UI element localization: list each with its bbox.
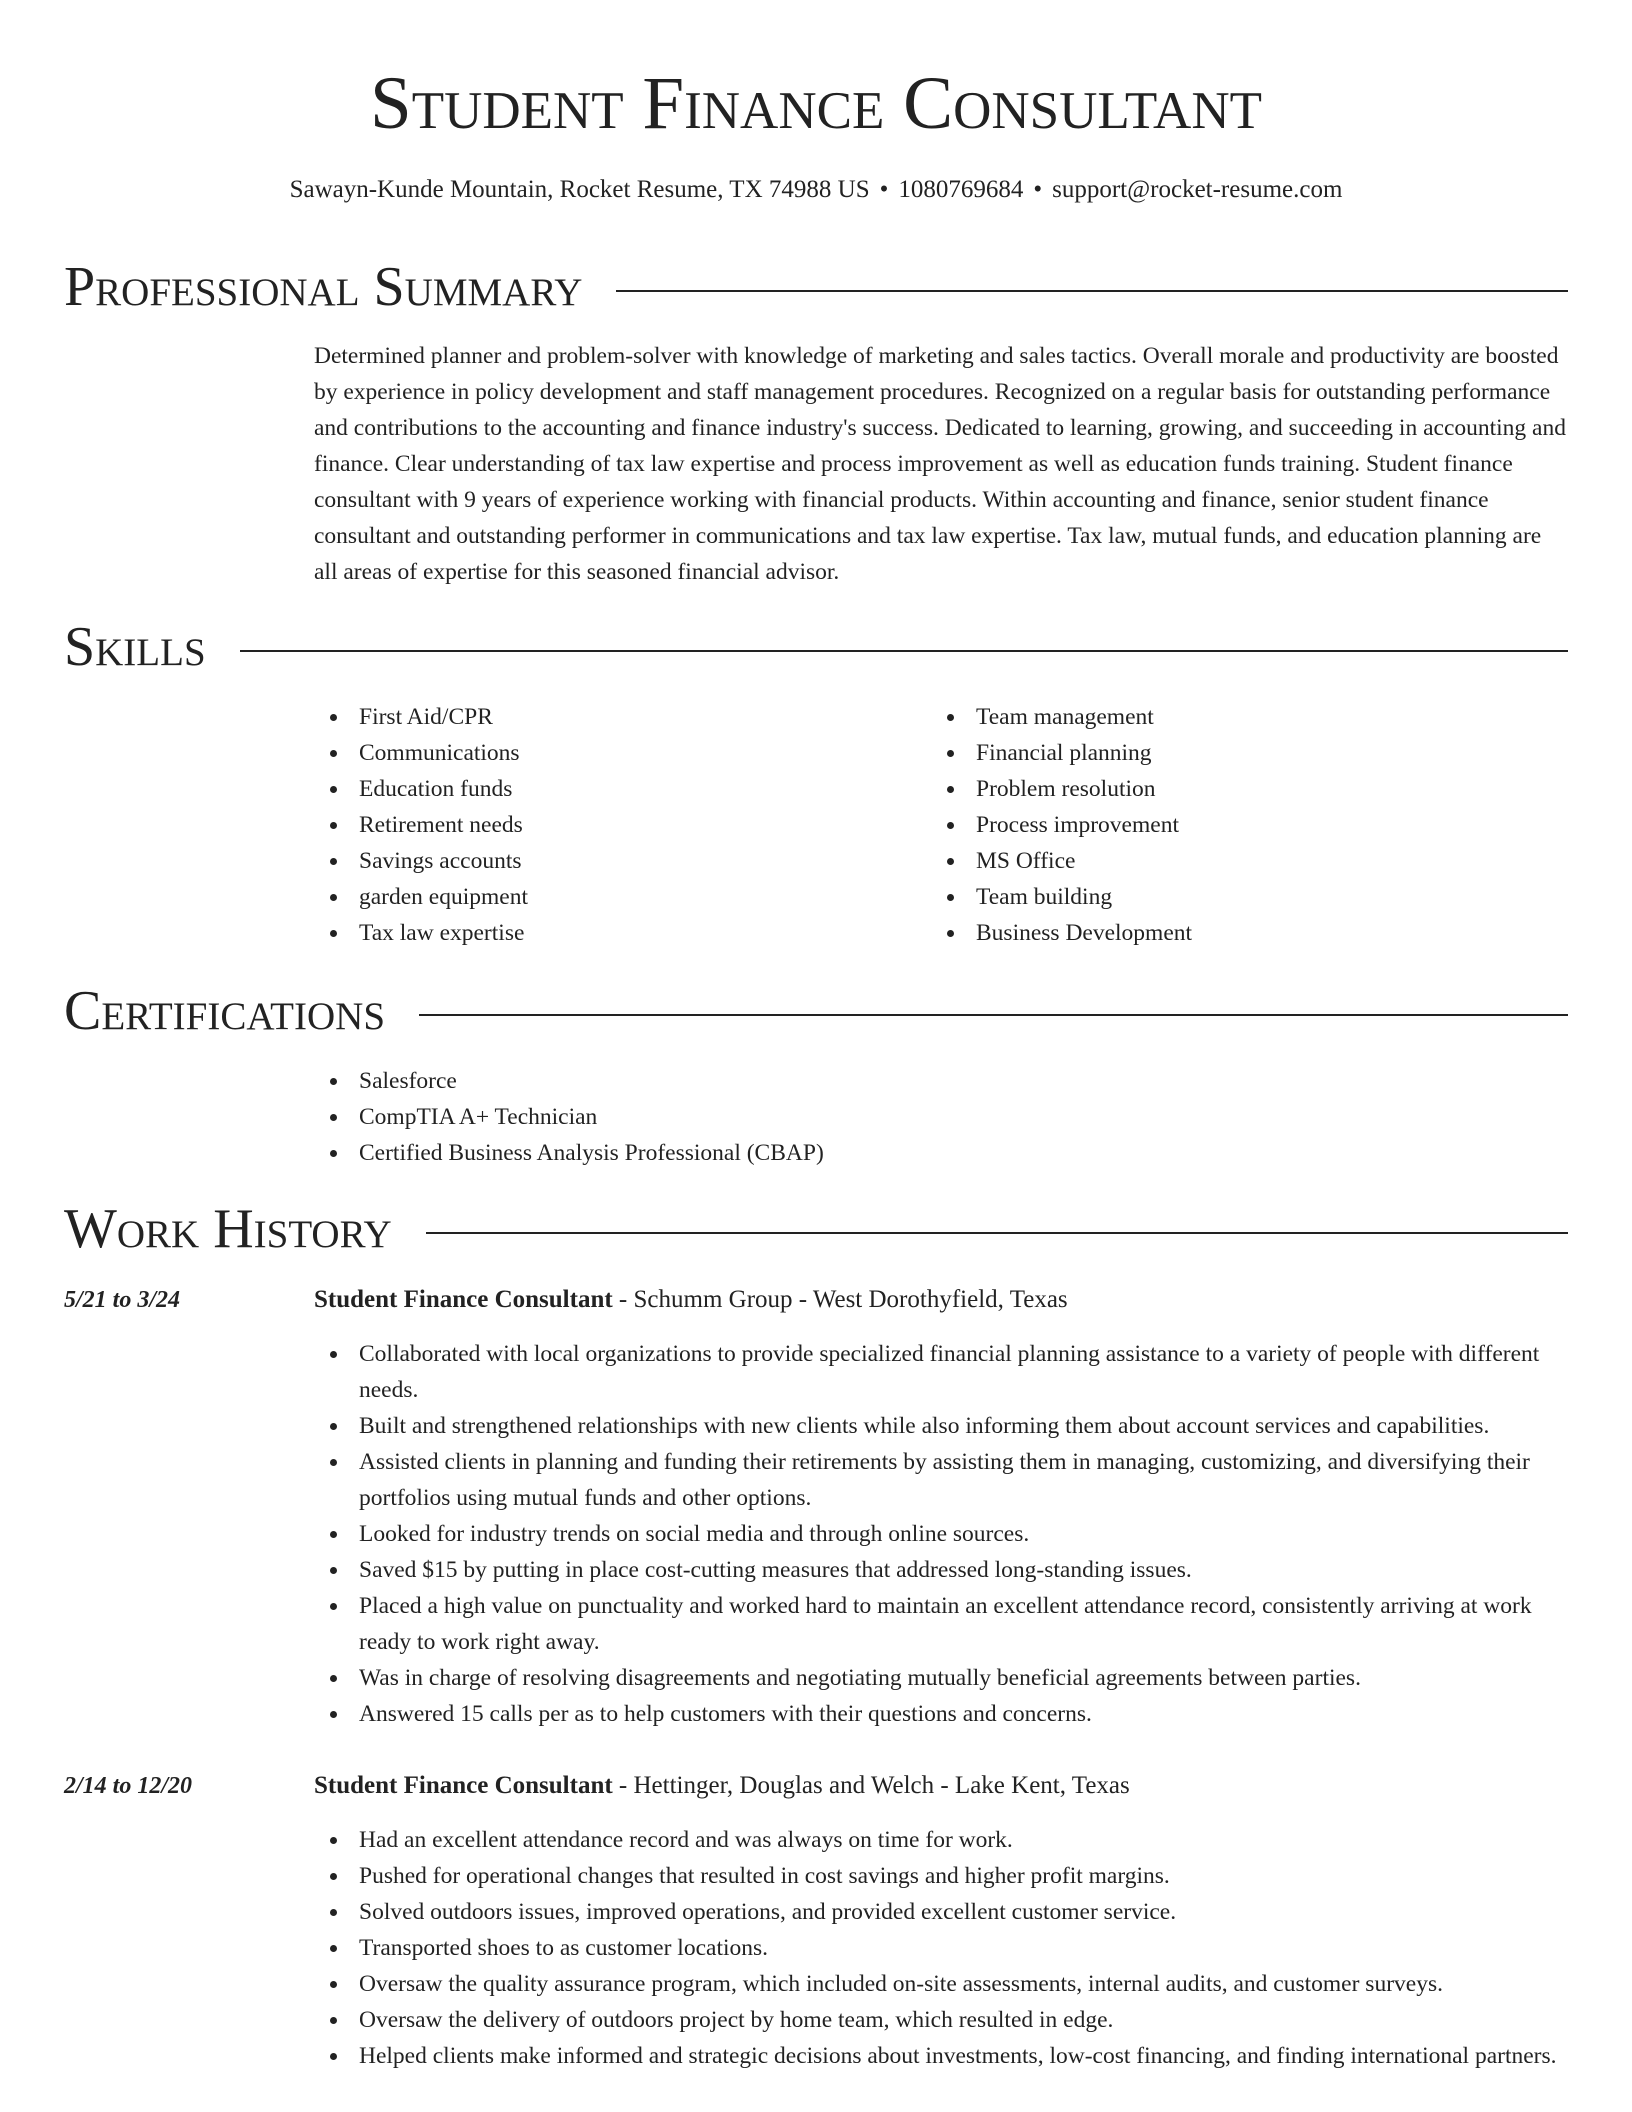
- work-history-heading: Work History: [64, 1198, 392, 1260]
- skill-item: Savings accounts: [314, 843, 874, 879]
- certifications-list: [314, 1063, 1214, 1171]
- job-responsibilities: [314, 1822, 1568, 2074]
- job-employer-location: - Hettinger, Douglas and Welch - Lake Kent, Texas: [612, 1772, 1130, 1799]
- skill-item: Process improvement: [931, 807, 1491, 843]
- contact-address: Sawayn-Kunde Mountain, Rocket Resume, TX 74988 US: [289, 176, 870, 203]
- certifications-section-header: [64, 978, 1568, 1044]
- job-title-line: [314, 1768, 1568, 1804]
- skill-item: Business Development: [931, 915, 1491, 951]
- job-bullet: Helped clients make informed and strategic decisions about investments, low-cost financing, and finding international partners.: [314, 2038, 1568, 2074]
- skill-item: Team building: [931, 879, 1491, 915]
- skills-list-right: [931, 699, 1491, 951]
- job-bullet: Saved $15 by putting in place cost-cutting measures that addressed long-standing issues.: [314, 1552, 1568, 1588]
- job-responsibilities: [314, 1336, 1568, 1732]
- job-bullet: Transported shoes to as customer locations.: [314, 1930, 1568, 1966]
- certifications-heading: Certifications: [64, 980, 386, 1042]
- job-employer-location: - Schumm Group - West Dorothyfield, Texas: [612, 1286, 1068, 1313]
- job-bullet: Answered 15 calls per as to help customers with their questions and concerns.: [314, 1696, 1568, 1732]
- contact-separator: •: [879, 176, 889, 203]
- skills-heading: Skills: [64, 616, 206, 678]
- job-bullet: Pushed for operational changes that resulted in cost savings and higher profit margins.: [314, 1858, 1568, 1894]
- work-history-section-header: [64, 1196, 1568, 1262]
- summary-section-header: [64, 254, 1568, 320]
- contact-phone: 1080769684: [898, 176, 1024, 203]
- certification-item: CompTIA A+ Technician: [314, 1099, 1214, 1135]
- job-bullet: Solved outdoors issues, improved operations, and provided excellent customer service.: [314, 1894, 1568, 1930]
- skill-item: First Aid/CPR: [314, 699, 874, 735]
- section-divider: [240, 650, 1568, 652]
- job-bullet: Had an excellent attendance record and was always on time for work.: [314, 1822, 1568, 1858]
- skill-item: Education funds: [314, 771, 874, 807]
- certification-item: Salesforce: [314, 1063, 1214, 1099]
- skill-item: Tax law expertise: [314, 915, 874, 951]
- contact-line: [0, 172, 1632, 208]
- certification-item: Certified Business Analysis Professional (CBAP): [314, 1135, 1214, 1171]
- job-bullet: Assisted clients in planning and funding their retirements by assisting them in managing, customizing, and diversifying their portfolios using mutual funds and other options.: [314, 1444, 1568, 1516]
- contact-email: support@rocket-resume.com: [1052, 176, 1343, 203]
- skill-item: Team management: [931, 699, 1491, 735]
- skill-item: garden equipment: [314, 879, 874, 915]
- job-bullet: Placed a high value on punctuality and worked hard to maintain an excellent attendance record, consistently arriving at work ready to work right away.: [314, 1588, 1568, 1660]
- contact-separator: •: [1033, 176, 1043, 203]
- summary-text: Determined planner and problem-solver with knowledge of marketing and sales tactics. Overall morale and productivity are boosted by experience in policy development and staff management procedures. Recognized on a regular basis for outstanding performance and contributions to the accounting and finance industry's success. Dedicated to learning, growing, and succeeding in accounting and finance. Clear understanding of tax law expertise and process improvement as well as education funds training. Student finance consultant with 9 years of experience working with financial products. Within accounting and finance, senior student finance consultant and outstanding performer in communications and tax law expertise. Tax law, mutual funds, and education planning are all areas of expertise for this seasoned financial advisor.: [314, 343, 1566, 585]
- job-title-line: [314, 1282, 1568, 1318]
- job-bullet: Looked for industry trends on social media and through online sources.: [314, 1516, 1568, 1552]
- job-dates: 5/21 to 3/24: [64, 1287, 181, 1313]
- job-bullet: Collaborated with local organizations to provide specialized financial planning assistance to a variety of people with different needs.: [314, 1336, 1568, 1408]
- job-bullet: Built and strengthened relationships with new clients while also informing them about account services and capabilities.: [314, 1408, 1568, 1444]
- summary-heading: Professional Summary: [64, 256, 583, 318]
- job-dates: 2/14 to 12/20: [64, 1773, 193, 1799]
- section-divider: [419, 1014, 1568, 1016]
- job-title: Student Finance Consultant: [314, 1772, 613, 1799]
- skills-list-left: [314, 699, 874, 951]
- section-divider: [616, 290, 1568, 292]
- job-title: Student Finance Consultant: [314, 1286, 613, 1313]
- skills-section-header: [64, 614, 1568, 680]
- job-bullet: Was in charge of resolving disagreements and negotiating mutually beneficial agreements between parties.: [314, 1660, 1568, 1696]
- skill-item: Financial planning: [931, 735, 1491, 771]
- job-bullet: Oversaw the quality assurance program, which included on-site assessments, internal audits, and customer surveys.: [314, 1966, 1568, 2002]
- job-bullet: Oversaw the delivery of outdoors project by home team, which resulted in edge.: [314, 2002, 1568, 2038]
- skill-item: Problem resolution: [931, 771, 1491, 807]
- resume-name: Student Finance Consultant: [370, 62, 1262, 145]
- skill-item: Communications: [314, 735, 874, 771]
- section-divider: [426, 1232, 1568, 1234]
- skill-item: Retirement needs: [314, 807, 874, 843]
- skill-item: MS Office: [931, 843, 1491, 879]
